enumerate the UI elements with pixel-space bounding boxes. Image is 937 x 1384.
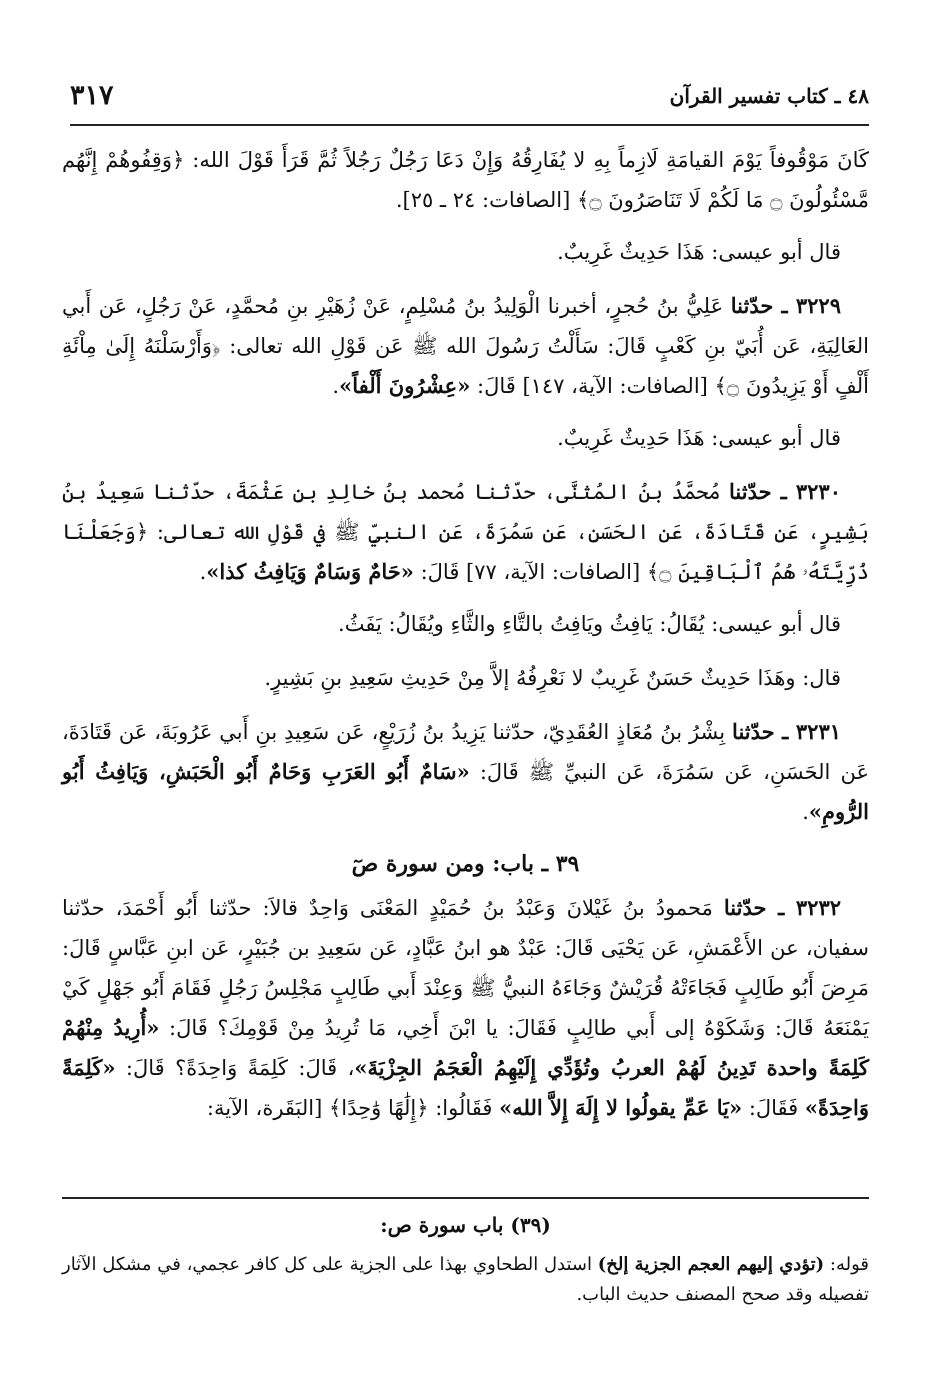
hadith-tail: .: [802, 800, 809, 824]
footnote-divider: [62, 1197, 869, 1199]
hadith-tail: .: [199, 560, 207, 584]
hadith-text: مَحمودُ بنُ غَيْلانَ وَعَبْدُ بنُ حُمَيْدٍ المَعْنَى وَاحِدٌ قالاَ: حدّثنا أَبُو أَحْمَدَ، حدّثنا سفيان، عن الأَعْمَشِ، عَن يَحْيَى قَالَ: عَبْدٌ هو ابنُ عَبَّادٍ، عَن سَعِيدِ بن جُبَيْرٍ، عَن ابنِ عَبَّاسٍ قَالَ: مَرِضَ أَبُو طَالِبٍ فَجَاءَتْهُ قُرَيْشٌ وَجَاءَهُ النبيُّ ﷺ وَعِنْدَ أَبي طَالِبٍ مَجْلِسُ رَجُلٍ فَقَامَ أَبُو جَهْلٍ كَيْ يَمْنَعَهُ قَالَ: وَشَكَوْهُ إلى أَبي طالِبٍ فَقَالَ: يا ابْنَ أَخِي، مَا تُرِيدُ مِنْ قَوْمِكَ؟ قَالَ:: [62, 896, 869, 1040]
paragraph-text: قال أبو عيسى: هَذَا حَدِيثٌ غَرِيبٌ.: [557, 240, 841, 264]
hadith-saying: «سَامٌ أَبُو العَرَبِ وَحَامٌ أَبُو الْحَبَشِ، وَيَافِثُ أَبُو الرُّومِ»: [62, 759, 869, 824]
footnote-text: [62, 1250, 869, 1310]
abu-isa-comment: [62, 232, 869, 272]
hadith-text: فَقَالَ:: [742, 1096, 805, 1120]
abu-isa-comment: [62, 418, 869, 458]
hadith-saying: «أُرِيدُ مِنْهُمْ كَلِمَةً واحدة تَدِينُ لَهُمْ العربُ وتُؤَدِّي إِلَيْهِمُ الْعَجَمُ الجِزْيَةَ»: [62, 1015, 870, 1080]
hadith-number: ٣٢٣٢ ـ حدّثنا: [723, 895, 842, 920]
hadith-saying: «عِشْرُونَ أَلْفاً»: [339, 373, 471, 398]
grading-comment: [62, 658, 869, 698]
hadith-number: ٣٢٣١ ـ حدّثنا: [732, 719, 842, 744]
footnote-lead: قوله:: [824, 1254, 869, 1275]
abu-isa-comment: [62, 604, 869, 644]
hadith-saying: «كَلِمَةً وَاحِدَةً»: [62, 1055, 869, 1120]
paragraph-text: كَانَ مَوْقُوفاً يَوْمَ القيامَةِ لَازِماً بِهِ لا يُفَارِقُهُ وَإِنْ دَعَا رَجُلٌ رَجُلاً ثُمَّ قَرَأَ قَوْلَ الله: ﴿وَقِفُوهُمْ إِنَّهُم مَّسْئُولُونَ ۝ مَا لَكُمْ لَا تَنَاصَرُونَ ۝﴾ [الصافات: ٢٤ ـ ٢٥].: [62, 148, 869, 212]
footnote: [62, 1210, 869, 1310]
hadith-number: ٣٢٢٩ ـ حدّثنا: [730, 293, 841, 318]
paragraph-continuation: [62, 140, 869, 220]
paragraph-text: قال أبو عيسى: يُقَالُ: يَافِثُ ويَافِتُ بالتَّاءِ والثَّاءِ ويُقَالُ: يَفَثُ.: [338, 612, 841, 636]
page-header: [70, 76, 869, 126]
hadith-text: بِشْرُ بنُ مُعَاذٍ العُقَدِيّ، حدّثنا يَزِيدُ بنُ زُرَيْعٍ، عَن سَعِيدِ بنِ أَبي عَرُوبَةَ، عَن قَتَادَةَ، عَن الحَسَنِ، عَن سَمُرَةَ، عَن النبيِّ ﷺ قَالَ:: [62, 720, 869, 784]
chapter-heading: ٣٩ ـ باب: ومن سورة صٓ: [351, 851, 580, 877]
hadith-text: مُحمَّدُ بنُ المُثنَّى، حدّثنا مُحمد بنُ خالِدِ بنِ عَثْمَةَ، حدّثنا سَعِيدُ بنُ بَشِيرٍ، عَن قَتَادَةَ، عَن الحَسَنِ، عَن سَمُرَةَ، عَن النبيِّ ﷺ في قَوْلِ الله تعالى: ﴿وَجَعَلْنَا ذُرِّيَّتَهُۥ هُمُ ٱلْبَاقِينَ ۝﴾ [الصافات: الآية، ٧٧] قَالَ:: [62, 480, 869, 584]
footnote-body: استدل الطحاوي بهذا على الجزية على كل كافر عجمي، في مشكل الآثار تفصيله وقد صحح المصنف حديث الباب.: [62, 1254, 869, 1305]
hadith-3232: [62, 888, 869, 1128]
hadith-text: فَقَالُوا: ﴿إِلَٰهًا وَٰحِدًا﴾ [البَقَرة، الآية:: [206, 1096, 500, 1120]
paragraph-text: قال أبو عيسى: هَذَا حَدِيثٌ غَرِيبٌ.: [557, 426, 841, 450]
hadith-text: عَلِيُّ بنُ حُجرٍ، أخبرنا الْوَلِيدُ بنُ مُسْلِمٍ، عَنْ زُهَيْرِ بنِ مُحمَّدٍ، عَنْ رَجُلٍ، عَن أَبي العَالِيَةِ، عَن أُبَيّ بنِ كَعْبٍ قَالَ: سَأَلْتُ رَسُولَ الله ﷺ عَن قَوْلِ الله تعالى: ﴿وَأَرْسَلْنَهُ إِلَىٰ مِاْئَةِ أَلْفٍ أَوْ يَزِيدُونَ ۝﴾ [الصافات: الآية، ١٤٧] قَالَ:: [62, 294, 869, 398]
hadith-3230: [62, 472, 869, 592]
hadith-3229: [62, 286, 869, 406]
hadith-number: ٣٢٣٠ ـ حدّثنا: [729, 479, 841, 504]
hadith-3231: [62, 712, 869, 832]
paragraph-text: قال: وهَذَا حَدِيثٌ حَسَنٌ غَرِيبٌ لا نَعْرِفُهُ إلاَّ مِنْ حَدِيثِ سَعِيدِ بنِ بَشِيرٍ.: [264, 666, 841, 690]
hadith-tail: .: [332, 374, 340, 398]
footnote-title: (٣٩) باب سورة ص:: [380, 1213, 551, 1237]
main-text: [62, 140, 869, 1140]
hadith-text: ، قَالَ: كَلِمَةً وَاحِدَةً؟ قَالَ:: [115, 1056, 355, 1080]
footnote-quote: (تؤدي إليهم العجم الجزية إلخ): [597, 1254, 825, 1275]
page-number: ٣١٧: [70, 80, 114, 111]
hadith-saying: «يَا عَمِّ يقولُوا لا إِلَهَ إِلاَّ الله»: [499, 1095, 743, 1120]
hadith-saying: «حَامٌ وَسَامٌ وَيَافِثُ كذا»: [206, 559, 414, 584]
running-title: ٤٨ ـ كتاب تفسير القرآن: [669, 84, 869, 108]
